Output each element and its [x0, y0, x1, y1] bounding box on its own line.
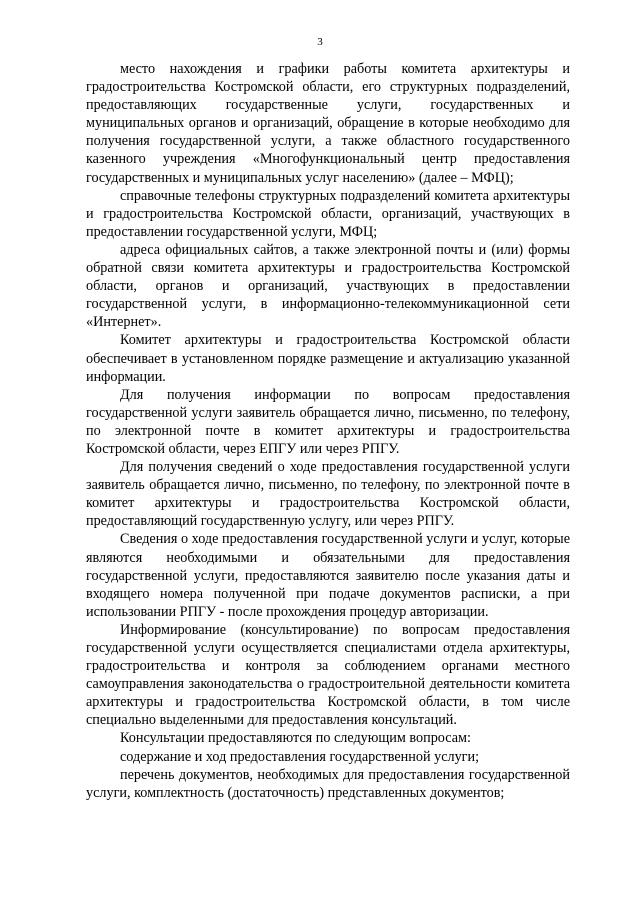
- document-body: [86, 60, 570, 802]
- paragraph-progress-information: Для получения сведений о ходе предоставления государственной услуги заявитель обращается лично, письменно, по телефону, по электронной почте в комитет архитектуры и градостроительства Костромской области, предоставляющий государственную услугу, или через РПГУ.: [86, 459, 570, 530]
- paragraph-location-and-schedule: место нахождения и графики работы комитета архитектуры и градостроительства Костромской области, его структурных подразделений, предоставляющих государственные услуги, государственных и муниципальных органов и организаций, обращение в которые необходимо для получения государственной услуги, а также областного государственного казенного учреждения «Многофункциональный центр предоставления государственных и муниципальных услуг населению» (далее – МФЦ);: [86, 61, 570, 186]
- paragraph-committee-ensures: Комитет архитектуры и градостроительства Костромской области обеспечивает в установленном порядке размещение и актуализацию указанной информации.: [86, 332, 570, 385]
- list-item-service-content: содержание и ход предоставления государственной услуги;: [120, 748, 480, 765]
- paragraph-reference-phones: справочные телефоны структурных подразделений комитета архитектуры и градостроительства Костромской области, организаций, участвующих в предоставлении государственной услуги, МФЦ;: [86, 187, 570, 240]
- paragraph-website-addresses: адреса официальных сайтов, а также электронной почты и (или) формы обратной связи комитета архитектуры и градостроительства Костромской области, органов и организаций, участвующих в предоставлении государственной услуги, в информационно-телекоммуникационной сети «Интернет».: [86, 241, 570, 331]
- list-item-document-list: перечень документов, необходимых для предоставления государственной услуги, комплектность (достаточность) представленных документов;: [86, 766, 570, 801]
- paragraph-progress-details: Сведения о ходе предоставления государственной услуги и услуг, которые являются необходимыми и обязательными для предоставления государственной услуги, предоставляются заявителю после указания даты и входящего номера полученной при подаче документов расписки, а при использовании РПГУ - после прохождения процедур авторизации.: [86, 531, 570, 620]
- paragraph-consulting: Информирование (консультирование) по вопросам предоставления государственной услуги осуществляется специалистами отдела архитектуры, градостроительства и контроля за соблюдением органами местного самоуправления законодательства о градостроительной деятельности комитета архитектуры и градостроительства Костромской области, в том числе специально выделенными для предоставления консультаций.: [86, 621, 570, 729]
- paragraph-obtaining-information: Для получения информации по вопросам предоставления государственной услуги заявитель обращается лично, письменно, по телефону, по электронной почте в комитет архитектуры и градостроительства Костромской области, через ЕПГУ или через РПГУ.: [86, 386, 570, 457]
- page-number: 3: [317, 36, 323, 48]
- paragraph-consultation-topics: Консультации предоставляются по следующим вопросам:: [120, 730, 471, 747]
